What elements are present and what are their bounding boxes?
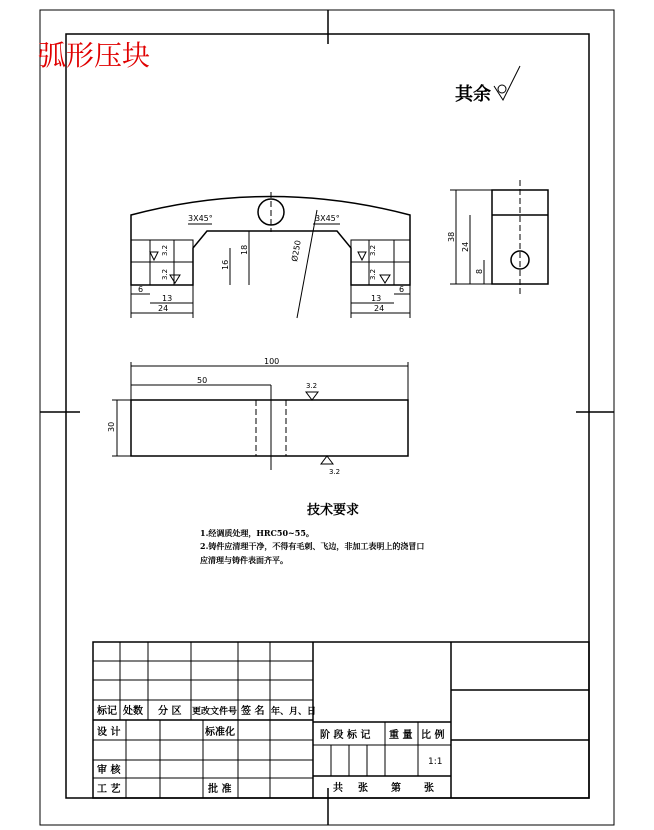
tb-count: 处数: [123, 706, 143, 717]
surface-note-label: 其余: [455, 84, 491, 105]
bottom-view: [112, 362, 408, 470]
dim-50: 50: [197, 376, 208, 385]
tech-req-heading: 技术要求: [307, 503, 360, 518]
tb-page: 第: [391, 783, 401, 794]
dim-24-left: 24: [158, 304, 169, 313]
tb-doc-no: 更改文件号: [192, 707, 238, 717]
tb-review: 审 核: [97, 765, 121, 776]
tb-approve: 批 准: [208, 784, 232, 795]
roughness-symbol-icon: [494, 66, 520, 100]
tb-process: 工 艺: [97, 784, 121, 795]
surface-note: [455, 66, 520, 105]
dim-18: 18: [240, 244, 249, 255]
rough-left-2: 3.2: [161, 268, 169, 280]
rough-top: 3.2: [306, 382, 318, 390]
tech-req-line2: 2.铸件应清理干净，不得有毛刺、飞边，非加工表明上的浇冒口: [200, 541, 425, 551]
chamfer-right: 3X45°: [315, 214, 340, 223]
dim-13-left: 13: [162, 294, 173, 303]
dim-6-right: 6: [399, 285, 405, 294]
bottom-view-dimensions: [107, 357, 340, 476]
rough-bottom: 3.2: [329, 468, 341, 476]
dim-100: 100: [264, 357, 280, 366]
drawing-title: 弧形压块: [38, 39, 151, 72]
dim-8: 8: [475, 268, 484, 274]
side-view-dimensions: [447, 232, 484, 274]
dim-16: 16: [221, 259, 230, 270]
dim-30: 30: [107, 421, 116, 432]
rough-right-1: 3.2: [369, 244, 377, 256]
tb-scale-value: 1:1: [428, 757, 443, 767]
centering-marks: [40, 10, 614, 825]
outer-border: [40, 10, 614, 825]
tb-mark: 标记: [97, 706, 117, 717]
dim-6-left: 6: [138, 285, 144, 294]
rough-left-1: 3.2: [161, 244, 169, 256]
tech-req-line3: 应清理与铸件表面齐平。: [200, 555, 288, 565]
tech-req-line1: 1.经调质处理，HRC50~55。: [200, 528, 314, 538]
tb-design: 设 计: [97, 727, 121, 738]
tb-date: 年、月、日: [271, 707, 317, 717]
rough-right-2: 3.2: [369, 268, 377, 280]
inner-border: [66, 34, 589, 798]
dim-phi250: Ø250: [290, 239, 303, 263]
tb-sheet: 张: [358, 783, 368, 794]
tb-stage-mark: 阶 段 标 记: [320, 730, 371, 741]
chamfer-left: 3X45°: [188, 214, 213, 223]
title-block: [93, 642, 589, 798]
tb-scale-label: 比 例: [421, 730, 445, 741]
technical-requirements: [200, 502, 424, 565]
tb-total: 共: [333, 783, 343, 794]
dim-38: 38: [447, 231, 456, 242]
tb-sheet2: 张: [424, 783, 434, 794]
tb-standard: 标准化: [205, 727, 235, 738]
tb-weight: 重 量: [389, 730, 413, 741]
dim-24-side: 24: [461, 241, 470, 252]
dim-24-right: 24: [374, 304, 385, 313]
tb-sign: 签 名: [241, 706, 265, 717]
side-view: [450, 180, 548, 295]
tb-zone: 分 区: [158, 706, 182, 717]
dim-13-right: 13: [371, 294, 382, 303]
